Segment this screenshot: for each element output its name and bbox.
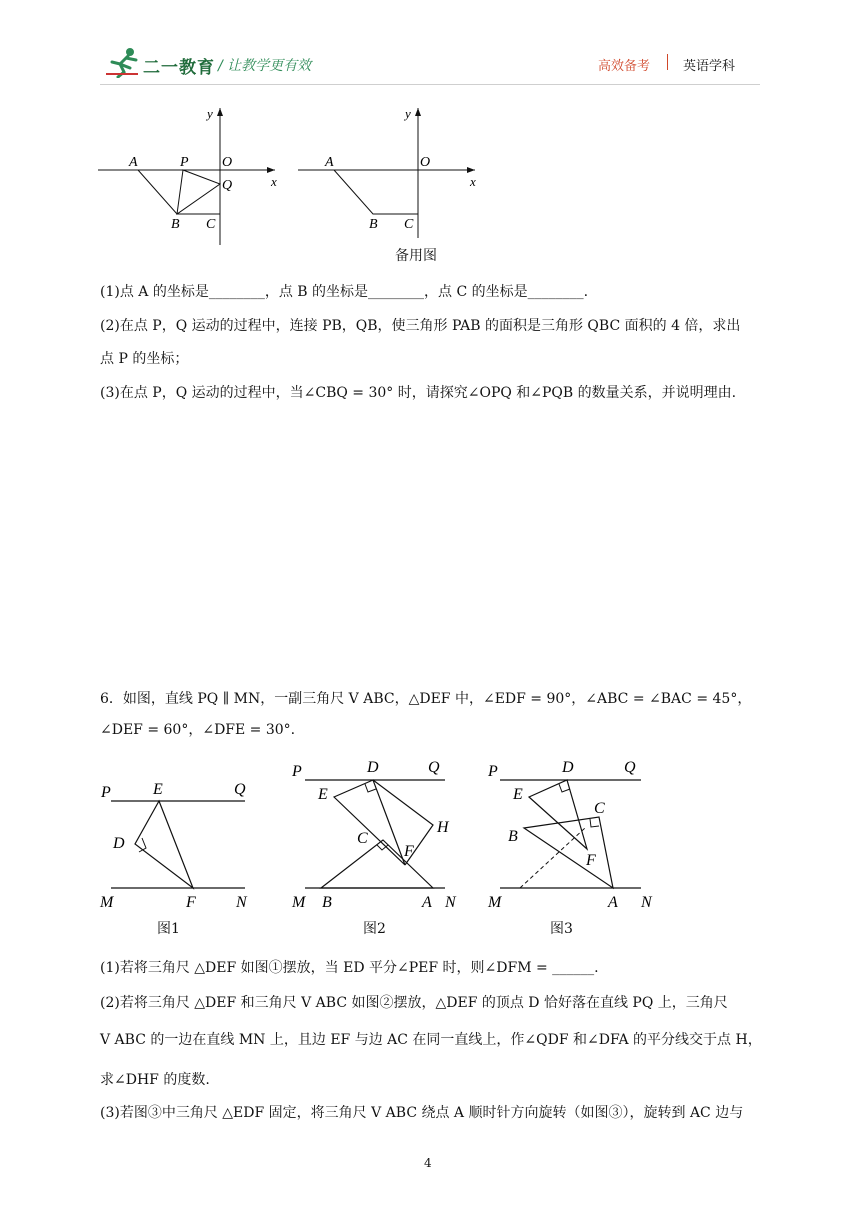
label-h: H xyxy=(437,819,449,836)
x-axis-label: x xyxy=(271,174,277,189)
label-p: P xyxy=(101,784,111,801)
figure-2-caption: 图2 xyxy=(363,921,386,937)
header-rule xyxy=(100,84,760,85)
label-b: B xyxy=(322,894,332,911)
label-d: D xyxy=(113,835,125,852)
point-b-label: B xyxy=(171,217,180,232)
label-m: M xyxy=(488,894,502,911)
label-e: E xyxy=(513,786,523,803)
point-b-label: B xyxy=(369,217,378,232)
point-p-label: P xyxy=(180,155,189,170)
label-e: E xyxy=(153,781,163,798)
y-axis-label: y xyxy=(207,106,213,121)
q5-part3: (3)在点 P，Q 运动的过程中，当∠CBQ = 30° 时，请探究∠OPQ 和∠PQB 的数量关系，并说明理由. xyxy=(100,385,737,401)
label-n: N xyxy=(641,894,652,911)
point-a-label: A xyxy=(325,155,334,170)
label-c: C xyxy=(594,800,605,817)
figure-3-caption: 图3 xyxy=(550,921,573,937)
label-p: P xyxy=(292,763,302,780)
q6-part2-line1: (2)若将三角尺 △DEF 和三角尺 V ABC 如图②摆放，△DEF 的顶点 D 恰好落在直线 PQ 上，三角尺 xyxy=(100,995,728,1011)
label-b: B xyxy=(508,828,518,845)
label-q: Q xyxy=(428,759,440,776)
y-axis-label: y xyxy=(405,106,411,121)
running-man-logo-icon xyxy=(104,46,142,78)
figure-2 xyxy=(287,755,472,915)
coordinate-figure-left xyxy=(95,100,290,250)
point-o-label: O xyxy=(222,155,233,170)
q6-intro-line1: 6．如图，直线 PQ ∥ MN，一副三角尺 V ABC，△DEF 中，∠EDF = 90°，∠ABC = ∠BAC = 45°， xyxy=(100,691,752,707)
label-f: F xyxy=(586,852,596,869)
backup-figure-caption: 备用图 xyxy=(395,248,437,264)
x-axis-label: x xyxy=(470,174,476,189)
label-f: F xyxy=(186,894,196,911)
q5-part2-line1: (2)在点 P，Q 运动的过程中，连接 PB，QB，使三角形 PAB 的面积是三角形 QBC 面积的 4 倍，求出 xyxy=(100,318,741,334)
label-a: A xyxy=(422,894,432,911)
label-q: Q xyxy=(234,781,246,798)
label-c: C xyxy=(357,830,368,847)
point-a-label: A xyxy=(129,155,138,170)
q6-part3: (3)若图③中三角尺 △EDF 固定，将三角尺 V ABC 绕点 A 顺时针方向旋转（如图③），旋转到 AC 边与 xyxy=(100,1105,744,1121)
label-p: P xyxy=(488,763,498,780)
point-c-label: C xyxy=(404,217,414,232)
label-d: D xyxy=(562,759,574,776)
header-subject: 英语学科 xyxy=(683,59,736,74)
figure-3 xyxy=(483,755,663,915)
label-n: N xyxy=(445,894,456,911)
label-m: M xyxy=(292,894,306,911)
coordinate-figure-right xyxy=(295,100,490,250)
header-tag: 高效备考 xyxy=(598,59,651,74)
logo-text: 二一教育 xyxy=(143,58,215,78)
page-number: 4 xyxy=(424,1156,432,1170)
q6-part2-line3: 求∠DHF 的度数. xyxy=(100,1072,210,1088)
q5-part1: (1)点 A 的坐标是________，点 B 的坐标是________，点 C 的坐标是________. xyxy=(100,284,589,300)
label-q: Q xyxy=(624,759,636,776)
figure-1-caption: 图1 xyxy=(157,921,180,937)
header-divider xyxy=(667,54,668,70)
point-q-label: Q xyxy=(222,178,233,193)
q6-part1: (1)若将三角尺 △DEF 如图①摆放，当 ED 平分∠PEF 时，则∠DFM = ______. xyxy=(100,960,599,976)
page-header xyxy=(0,0,860,90)
point-o-label: O xyxy=(420,155,431,170)
label-e: E xyxy=(318,786,328,803)
label-n: N xyxy=(236,894,247,911)
slogan: / 让教学更有效 xyxy=(218,58,312,74)
label-a: A xyxy=(608,894,618,911)
label-m: M xyxy=(100,894,114,911)
label-f: F xyxy=(404,843,414,860)
point-c-label: C xyxy=(206,217,216,232)
q6-part2-line2: V ABC 的一边在直线 MN 上，且边 EF 与边 AC 在同一直线上，作∠QDF 和∠DFA 的平分线交于点 H， xyxy=(100,1032,762,1048)
q6-intro-line2: ∠DEF = 60°，∠DFE = 30°. xyxy=(100,722,296,738)
q5-part2-line2: 点 P 的坐标； xyxy=(100,351,189,367)
figure-1 xyxy=(95,770,270,915)
label-d: D xyxy=(367,759,379,776)
